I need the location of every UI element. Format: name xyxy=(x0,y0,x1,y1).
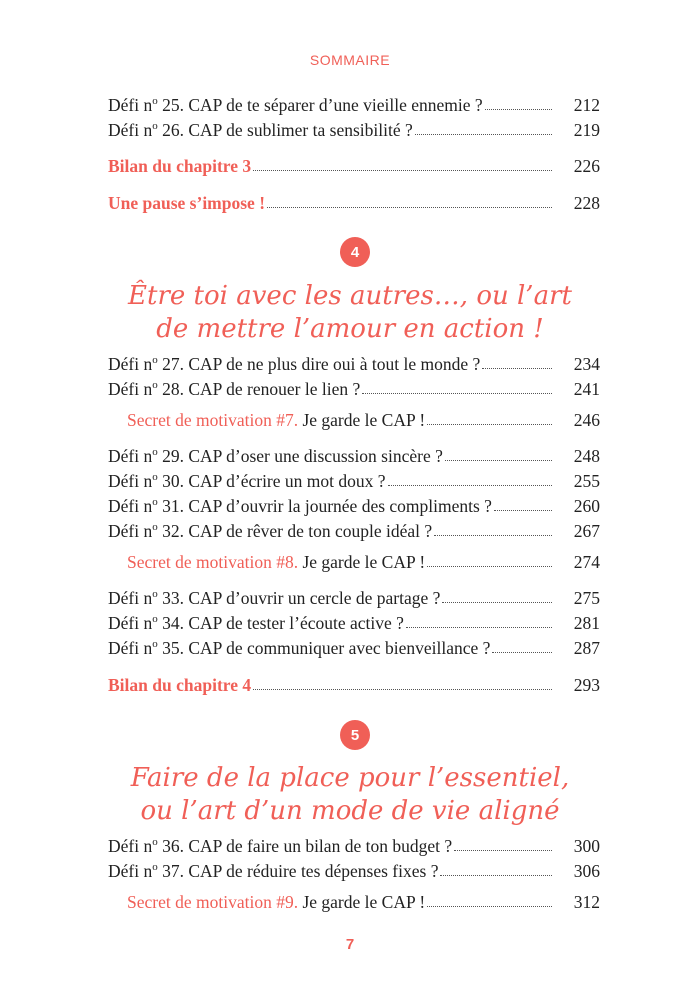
entry-sup: o xyxy=(152,471,158,484)
entry-sup: o xyxy=(152,613,158,626)
toc-entry-defi-34[interactable] xyxy=(108,612,600,634)
entry-text: 25. CAP de te séparer d’une vieille ennemie ? xyxy=(157,95,483,115)
entry-prefix: Défi n xyxy=(108,95,153,115)
leader-dots xyxy=(427,566,552,567)
entry-prefix: Défi n xyxy=(108,354,153,374)
toc-entry-pause[interactable] xyxy=(108,192,600,214)
page-number: 234 xyxy=(573,354,600,374)
entry-sup: o xyxy=(152,379,158,392)
leader-dots xyxy=(253,170,552,171)
secret-text: Je garde le CAP ! xyxy=(298,552,426,572)
entry-prefix: Défi n xyxy=(108,496,153,516)
entry-sup: o xyxy=(152,120,158,133)
page-number: 241 xyxy=(573,379,600,399)
toc-entry-defi-29[interactable] xyxy=(108,445,600,467)
toc-entry-secret-8[interactable] xyxy=(127,551,600,573)
page-number: 281 xyxy=(573,613,600,633)
entry-text: 37. CAP de réduire tes dépenses fixes ? xyxy=(157,861,439,881)
toc-entry-secret-7[interactable] xyxy=(127,409,600,431)
toc-entry-defi-32[interactable] xyxy=(108,520,600,542)
entry-text: 30. CAP d’écrire un mot doux ? xyxy=(157,471,386,491)
entry-text: 27. CAP de ne plus dire oui à tout le monde ? xyxy=(157,354,481,374)
secret-label: Secret de motivation #7. xyxy=(127,410,299,430)
entry-sup: o xyxy=(152,354,158,367)
entry-sup: o xyxy=(152,446,158,459)
leader-dots xyxy=(427,906,552,907)
entry-text: 28. CAP de renouer le lien ? xyxy=(157,379,361,399)
entry-sup: o xyxy=(152,861,158,874)
toc-entry-defi-37[interactable] xyxy=(108,860,600,882)
toc-entry-defi-25[interactable] xyxy=(108,94,600,116)
leader-dots xyxy=(482,368,552,369)
leader-dots xyxy=(494,510,552,511)
entry-sup: o xyxy=(152,95,158,108)
entry-text: 29. CAP d’oser une discussion sincère ? xyxy=(157,446,443,466)
page-number: 255 xyxy=(573,471,600,491)
secret-label: Secret de motivation #8. xyxy=(127,552,299,572)
secret-text: Je garde le CAP ! xyxy=(298,410,426,430)
page-number: 274 xyxy=(573,552,600,572)
page-number: 228 xyxy=(573,193,600,213)
entry-prefix: Défi n xyxy=(108,638,153,658)
leader-dots xyxy=(253,689,552,690)
leader-dots xyxy=(485,109,552,110)
toc-entry-secret-9[interactable] xyxy=(127,891,600,913)
page-number: 248 xyxy=(573,446,600,466)
page-number: 293 xyxy=(573,675,600,695)
chapter-title-line: ou l’art d’un mode de vie aligné xyxy=(140,796,560,826)
toc-entry-bilan-4[interactable] xyxy=(108,674,600,696)
toc-entry-defi-35[interactable] xyxy=(108,637,600,659)
chapter-title-line: de mettre l’amour en action ! xyxy=(156,314,544,344)
toc-entry-defi-36[interactable] xyxy=(108,835,600,857)
leader-dots xyxy=(434,535,552,536)
leader-dots xyxy=(415,134,552,135)
page-number: 306 xyxy=(573,861,600,881)
entry-text: 32. CAP de rêver de ton couple idéal ? xyxy=(157,521,433,541)
entry-text: 34. CAP de tester l’écoute active ? xyxy=(157,613,404,633)
leader-dots xyxy=(445,460,552,461)
toc-entry-defi-26[interactable] xyxy=(108,119,600,141)
page-number: 226 xyxy=(573,156,600,176)
toc-entry-defi-30[interactable] xyxy=(108,470,600,492)
leader-dots xyxy=(362,393,552,394)
leader-dots xyxy=(442,602,552,603)
entry-prefix: Défi n xyxy=(108,836,153,856)
page-number: 260 xyxy=(573,496,600,516)
page-number: 267 xyxy=(573,521,600,541)
entry-prefix: Défi n xyxy=(108,379,153,399)
leader-dots xyxy=(427,424,552,425)
entry-prefix: Défi n xyxy=(108,471,153,491)
toc-entry-defi-33[interactable] xyxy=(108,587,600,609)
page-number-footer: 7 xyxy=(345,936,355,953)
toc-entry-defi-28[interactable] xyxy=(108,378,600,400)
entry-text: Bilan du chapitre 3 xyxy=(108,156,252,176)
entry-text: 26. CAP de sublimer ta sensibilité ? xyxy=(157,120,413,140)
entry-sup: o xyxy=(152,638,158,651)
page-number: 287 xyxy=(573,638,600,658)
entry-prefix: Défi n xyxy=(108,521,153,541)
entry-text: 35. CAP de communiquer avec bienveillance ? xyxy=(157,638,491,658)
page-header: SOMMAIRE xyxy=(309,52,391,68)
toc-entry-bilan-3[interactable] xyxy=(108,155,600,177)
entry-text: 31. CAP d’ouvrir la journée des compliments ? xyxy=(157,496,492,516)
toc-entry-defi-31[interactable] xyxy=(108,495,600,517)
page-number: 312 xyxy=(573,892,600,912)
page-number: 212 xyxy=(573,95,600,115)
chapter-number-badge: 5 xyxy=(340,720,370,750)
entry-text: Une pause s’impose ! xyxy=(108,193,266,213)
entry-text: 33. CAP d’ouvrir un cercle de partage ? xyxy=(157,588,441,608)
entry-prefix: Défi n xyxy=(108,861,153,881)
entry-sup: o xyxy=(152,521,158,534)
entry-text: 36. CAP de faire un bilan de ton budget ? xyxy=(157,836,453,856)
leader-dots xyxy=(388,485,552,486)
leader-dots xyxy=(406,627,552,628)
secret-label: Secret de motivation #9. xyxy=(127,892,299,912)
page-number: 300 xyxy=(573,836,600,856)
entry-prefix: Défi n xyxy=(108,588,153,608)
secret-text: Je garde le CAP ! xyxy=(298,892,426,912)
toc-entry-defi-27[interactable] xyxy=(108,353,600,375)
entry-prefix: Défi n xyxy=(108,120,153,140)
entry-sup: o xyxy=(152,836,158,849)
entry-prefix: Défi n xyxy=(108,446,153,466)
leader-dots xyxy=(440,875,552,876)
chapter-title-line: Être toi avec les autres…, ou l’art xyxy=(128,281,572,311)
page-number: 275 xyxy=(573,588,600,608)
entry-prefix: Défi n xyxy=(108,613,153,633)
page-number: 246 xyxy=(573,410,600,430)
entry-sup: o xyxy=(152,496,158,509)
page-number: 219 xyxy=(573,120,600,140)
entry-text: Bilan du chapitre 4 xyxy=(108,675,252,695)
entry-sup: o xyxy=(152,588,158,601)
leader-dots xyxy=(492,652,552,653)
chapter-number-badge: 4 xyxy=(340,237,370,267)
leader-dots xyxy=(454,850,552,851)
chapter-title-line: Faire de la place pour l’essentiel, xyxy=(130,763,570,793)
leader-dots xyxy=(267,207,552,208)
